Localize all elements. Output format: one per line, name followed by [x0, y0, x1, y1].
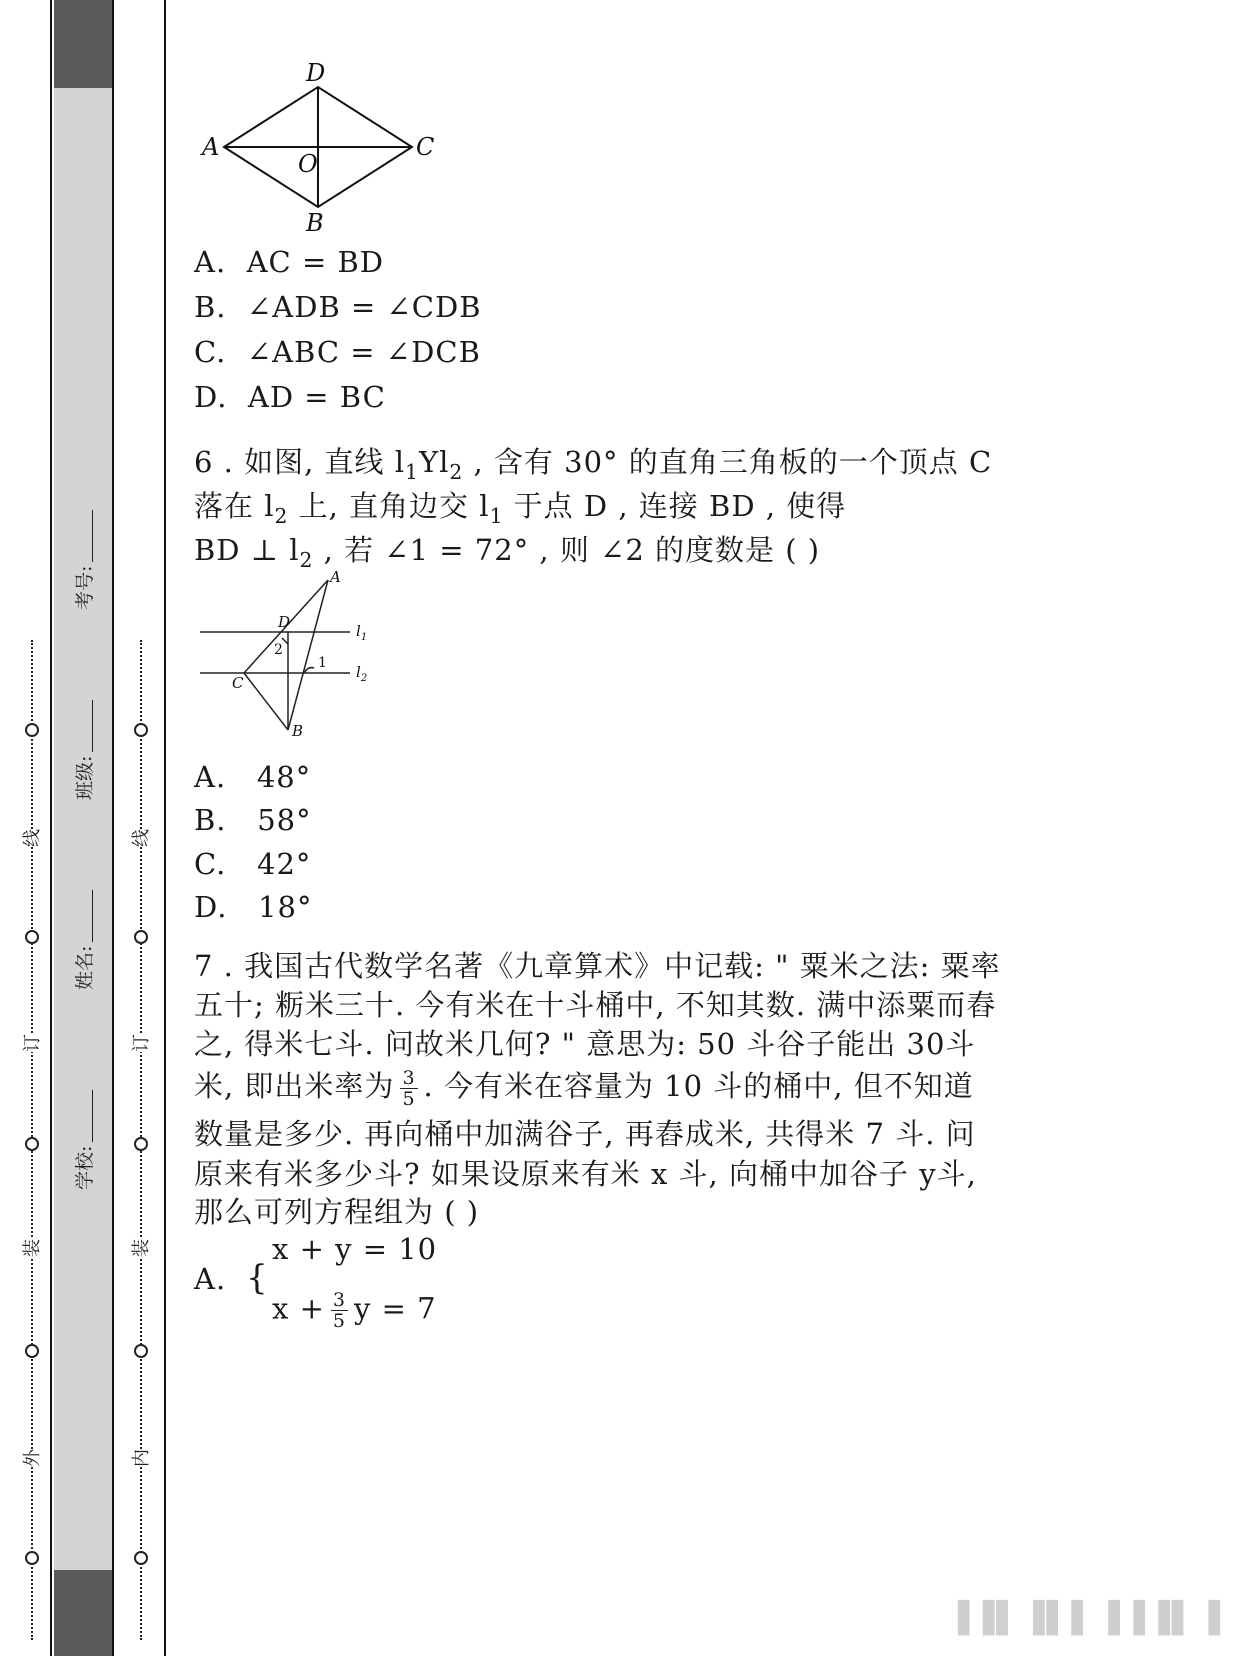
class-label: 班级: [74, 755, 96, 800]
q5-option-c[interactable] [194, 335, 481, 369]
school-field[interactable] [70, 1090, 97, 1190]
label-c: C [416, 133, 435, 161]
margin-label-outer: 线 [18, 829, 44, 847]
fig-angle-1: 1 [318, 655, 327, 671]
q7-stem-line-6: 原来有米多少斗? 如果设原来有米 x 斗, 向桶中加谷子 y斗, [194, 1157, 977, 1191]
name-blank[interactable] [74, 890, 93, 942]
fig-label-b: B [292, 722, 304, 740]
q6-stem-line-1: 6 . 如图, 直线 $l_1Yl_2$ , 含有 30° 的直角三角板的一个顶点 C [194, 445, 993, 484]
margin-label-outer: 外 [18, 1449, 44, 1467]
margin-label-inner: 订 [127, 1034, 153, 1052]
q6-stem-line-2: 落在 $l_2$ 上, 直角边交 $l_1$ 于点 D , 连接 BD , 使得 [194, 489, 847, 528]
q5-option-a[interactable] [194, 245, 384, 279]
binding-strip [54, 0, 112, 1656]
q6-option-a[interactable] [194, 760, 311, 794]
class-blank[interactable] [74, 700, 93, 752]
brace-symbol: { [246, 1258, 268, 1298]
strip-cap-top [54, 0, 112, 88]
option-text: 48° [256, 760, 312, 794]
q6-option-d[interactable] [194, 890, 313, 924]
equation-2: x + $\frac{3}{5}$ y = 7 [272, 1289, 437, 1332]
fig-label-c: C [232, 674, 244, 692]
option-text: 18° [258, 890, 313, 924]
angle-1-arc [304, 668, 314, 673]
margin-label-inner: 线 [127, 829, 153, 847]
name-field[interactable] [70, 890, 97, 990]
circle-marker [25, 1551, 39, 1565]
option-letter: B. [194, 803, 227, 837]
triangle-figure [194, 570, 394, 740]
binding-margin [0, 0, 168, 1656]
circle-marker [134, 1137, 148, 1151]
option-text: AC = BD [246, 245, 385, 279]
option-letter: B. [194, 290, 227, 324]
margin-label-outer: 订 [18, 1034, 44, 1052]
circle-marker [25, 930, 39, 944]
class-field[interactable] [70, 700, 97, 800]
margin-label-inner: 装 [127, 1239, 153, 1257]
fraction-3-5: $\frac{3}{5}$ [402, 1066, 416, 1110]
option-letter: C. [194, 847, 227, 881]
fig-label-a: A [330, 570, 341, 586]
circle-marker [134, 930, 148, 944]
q7-stem-line-4: 米, 即出米率为 $\frac{3}{5}$ . 今有米在容量为 10 斗的桶中, 但不知道 [194, 1066, 974, 1110]
option-letter: D. [194, 380, 228, 414]
school-blank[interactable] [74, 1090, 93, 1142]
fig-angle-2: 2 [274, 642, 283, 658]
q5-option-d[interactable] [194, 380, 386, 414]
circle-marker [134, 1344, 148, 1358]
option-letter: A. [194, 760, 227, 794]
option-letter: C. [194, 335, 227, 369]
margin-line [112, 0, 114, 1656]
label-o: O [298, 150, 318, 178]
label-b: B [306, 209, 324, 235]
option-text: AD = BC [247, 380, 386, 414]
q6-option-c[interactable] [194, 847, 311, 881]
q7-stem-line-2: 五十; 粝米三十. 今有米在十斗桶中, 不知其数. 满中添粟而舂 [194, 988, 997, 1022]
option-text: ∠ABC = ∠DCB [246, 335, 481, 369]
fig-label-l1: $l_1$ [356, 622, 368, 643]
watermark: ▐▐▌▐▌▌▐▐▐▌▐ [946, 1601, 1222, 1636]
equation-1: x + y = 10 [272, 1232, 438, 1266]
circle-marker [25, 1344, 39, 1358]
fraction-3-5: $\frac{3}{5}$ [332, 1289, 346, 1332]
exam-number-field[interactable] [70, 510, 97, 610]
option-text: 42° [257, 847, 312, 881]
margin-line [50, 0, 52, 1656]
option-letter: A. [194, 1262, 227, 1296]
circle-marker [25, 1137, 39, 1151]
label-d: D [306, 59, 326, 87]
fig-label-l2: $l_2$ [356, 663, 368, 684]
q6-option-b[interactable] [194, 803, 312, 837]
rhombus-figure [194, 55, 454, 235]
q7-stem-line-3: 之, 得米七斗. 问故米几何? " 意思为: 50 斗谷子能出 30斗 [194, 1027, 976, 1061]
margin-line [164, 0, 166, 1656]
strip-cap-bottom [54, 1570, 112, 1656]
label-a: A [202, 133, 220, 161]
exam-number-label: 考号: [74, 565, 96, 610]
circle-marker [25, 723, 39, 737]
option-letter: D. [194, 890, 228, 924]
margin-label-inner: 内 [127, 1449, 153, 1467]
school-label: 学校: [74, 1145, 96, 1190]
option-text: 58° [257, 803, 312, 837]
margin-label-outer: 装 [18, 1239, 44, 1257]
q7-stem-line-1: 7 . 我国古代数学名著《九章算术》中记载: " 粟米之法: 粟率 [194, 949, 1001, 983]
name-label: 姓名: [74, 945, 96, 990]
segment-cb [244, 673, 288, 730]
option-text: ∠ADB = ∠CDB [246, 290, 482, 324]
option-letter: A. [194, 245, 227, 279]
fig-label-d: D [278, 613, 291, 631]
q7-stem-line-7: 那么可列方程组为 ( ) [194, 1195, 480, 1229]
q7-stem-line-5: 数量是多少. 再向桶中加满谷子, 再舂成米, 共得米 7 斗. 问 [194, 1117, 976, 1151]
q6-stem-line-3: BD ⊥ $l_2$ , 若 ∠1 = 72° , 则 ∠2 的度数是 ( ) [194, 533, 821, 572]
circle-marker [134, 1551, 148, 1565]
circle-marker [134, 723, 148, 737]
q5-option-b[interactable] [194, 290, 482, 324]
exam-number-blank[interactable] [74, 510, 93, 562]
